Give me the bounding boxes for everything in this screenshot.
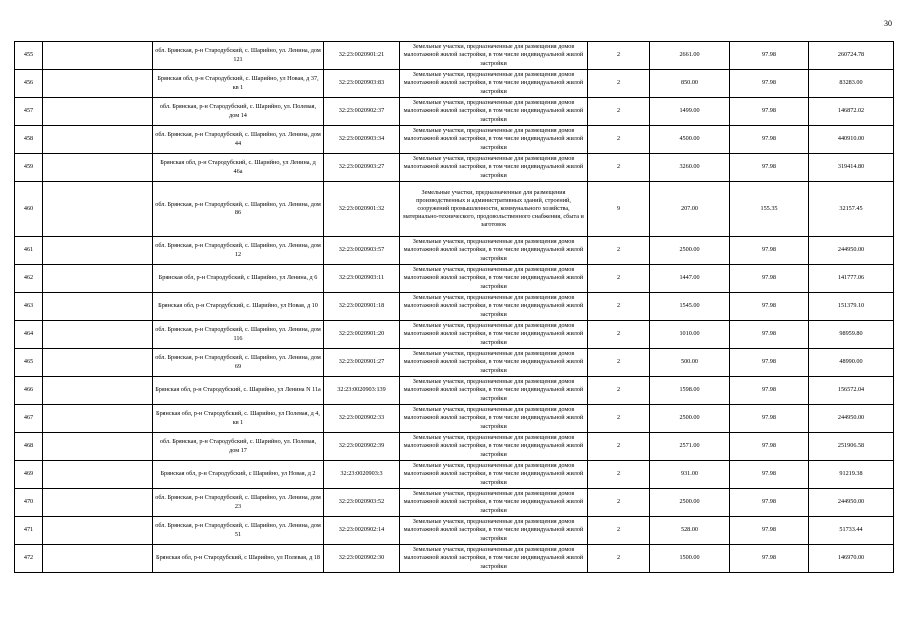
area-cell: 4500.00 (650, 126, 730, 154)
area-cell: 2661.00 (650, 42, 730, 70)
empty-cell (43, 489, 153, 517)
table-row (15, 461, 894, 489)
group-code-cell: 2 (588, 70, 650, 98)
area-cell: 500.00 (650, 349, 730, 377)
row-number-cell: 457 (15, 98, 43, 126)
row-number-cell: 472 (15, 545, 43, 573)
row-number-cell: 467 (15, 405, 43, 433)
address-cell: Брянская обл, р-н Стародубский, с. Шарийно, ул Новая, д 10 (153, 293, 324, 321)
empty-cell (43, 126, 153, 154)
table-row (15, 293, 894, 321)
table-body (15, 42, 894, 573)
address-cell: обл. Брянская, р-н Стародубский, с. Шарийно, ул. Полевая, дом 17 (153, 433, 324, 461)
table-row (15, 265, 894, 293)
cadastral-number-cell: 32:23:0020901:20 (324, 321, 400, 349)
empty-cell (43, 98, 153, 126)
area-cell: 3260.00 (650, 154, 730, 182)
table-row (15, 154, 894, 182)
cadastral-number-cell: 32:23:0020903:83 (324, 70, 400, 98)
permitted-use-cell: Земельные участки, предназначенные для размещения домов малоэтажной жилой застройки, в том числе индивидуальной жилой застройки (400, 126, 588, 154)
address-cell: Брянская обл, р-н Стародубский, с. Шарийно, ул Полевая, д 4, кв 1 (153, 405, 324, 433)
address-cell: Брянская обл, р-н Стародубский, с Шарийно, ул Ленина, д 6 (153, 265, 324, 293)
row-number-cell: 462 (15, 265, 43, 293)
address-cell: обл. Брянская, р-н Стародубский, с. Шарийно, ул. Ленина, дом 44 (153, 126, 324, 154)
row-number-cell: 461 (15, 237, 43, 265)
row-number-cell: 456 (15, 70, 43, 98)
area-cell: 2500.00 (650, 405, 730, 433)
group-code-cell: 2 (588, 377, 650, 405)
empty-cell (43, 182, 153, 237)
address-cell: обл. Брянская, р-н Стародубский, с. Шарийно, ул. Ленина, дом 86 (153, 182, 324, 237)
specific-value-cell: 97.98 (730, 349, 809, 377)
empty-cell (43, 461, 153, 489)
group-code-cell: 2 (588, 349, 650, 377)
cadastral-value-cell: 260724.78 (809, 42, 894, 70)
area-cell: 2500.00 (650, 489, 730, 517)
cadastral-number-cell: 32:23:0020903:34 (324, 126, 400, 154)
specific-value-cell: 155.35 (730, 182, 809, 237)
empty-cell (43, 42, 153, 70)
cadastral-value-cell: 156572.04 (809, 377, 894, 405)
row-number-cell: 460 (15, 182, 43, 237)
permitted-use-cell: Земельные участки, предназначенные для размещения домов малоэтажной жилой застройки, в том числе индивидуальной жилой застройки (400, 293, 588, 321)
empty-cell (43, 237, 153, 265)
empty-cell (43, 293, 153, 321)
area-cell: 850.00 (650, 70, 730, 98)
cadastral-value-cell: 251906.58 (809, 433, 894, 461)
cadastral-value-cell: 146872.02 (809, 98, 894, 126)
address-cell: Брянская обл, р-н Стародубский, с. Шарийно, ул Новая, д 37, кв 1 (153, 70, 324, 98)
area-cell: 2500.00 (650, 237, 730, 265)
empty-cell (43, 154, 153, 182)
empty-cell (43, 265, 153, 293)
permitted-use-cell: Земельные участки, предназначенные для размещения домов малоэтажной жилой застройки, в том числе индивидуальной жилой застройки (400, 154, 588, 182)
empty-cell (43, 377, 153, 405)
area-cell: 931.00 (650, 461, 730, 489)
permitted-use-cell: Земельные участки, предназначенные для размещения домов малоэтажной жилой застройки, в том числе индивидуальной жилой застройки (400, 237, 588, 265)
group-code-cell: 2 (588, 405, 650, 433)
empty-cell (43, 70, 153, 98)
address-cell: Брянская обл, р-н Стародубский, с Шарийно, ул Полевая, д 18 (153, 545, 324, 573)
cadastral-number-cell: 32:23:0020903:57 (324, 237, 400, 265)
table-row (15, 433, 894, 461)
permitted-use-cell: Земельные участки, предназначенные для размещения домов малоэтажной жилой застройки, в том числе индивидуальной жилой застройки (400, 433, 588, 461)
cadastral-value-cell: 440910.00 (809, 126, 894, 154)
cadastral-number-cell: 32:23:0020901:27 (324, 349, 400, 377)
group-code-cell: 2 (588, 489, 650, 517)
cadastral-number-cell: 32:23:0020902:33 (324, 405, 400, 433)
row-number-cell: 465 (15, 349, 43, 377)
table-row (15, 42, 894, 70)
row-number-cell: 459 (15, 154, 43, 182)
area-cell: 1500.00 (650, 545, 730, 573)
cadastral-value-cell: 48990.00 (809, 349, 894, 377)
permitted-use-cell: Земельные участки, предназначенные для размещения домов малоэтажной жилой застройки, в том числе индивидуальной жилой застройки (400, 70, 588, 98)
address-cell: Брянская обл, р-н Стародубский, с. Шарийно, ул Ленина N 11а (153, 377, 324, 405)
cadastral-value-cell: 141777.06 (809, 265, 894, 293)
cadastral-number-cell: 32:23:0020902:37 (324, 98, 400, 126)
specific-value-cell: 97.98 (730, 545, 809, 573)
row-number-cell: 463 (15, 293, 43, 321)
table-row (15, 182, 894, 237)
permitted-use-cell: Земельные участки, предназначенные для размещения домов малоэтажной жилой застройки, в том числе индивидуальной жилой застройки (400, 461, 588, 489)
table-row (15, 405, 894, 433)
cadastral-value-cell: 151379.10 (809, 293, 894, 321)
permitted-use-cell: Земельные участки, предназначенные для размещения домов малоэтажной жилой застройки, в том числе индивидуальной жилой застройки (400, 349, 588, 377)
specific-value-cell: 97.98 (730, 265, 809, 293)
group-code-cell: 2 (588, 265, 650, 293)
area-cell: 207.00 (650, 182, 730, 237)
permitted-use-cell: Земельные участки, предназначенные для размещения домов малоэтажной жилой застройки, в том числе индивидуальной жилой застройки (400, 405, 588, 433)
table-row (15, 70, 894, 98)
specific-value-cell: 97.98 (730, 405, 809, 433)
cadastral-value-cell: 83283.00 (809, 70, 894, 98)
table-row (15, 517, 894, 545)
cadastral-value-cell: 319414.80 (809, 154, 894, 182)
cadastral-value-cell: 244950.00 (809, 237, 894, 265)
permitted-use-cell: Земельные участки, предназначенные для размещения домов малоэтажной жилой застройки, в том числе индивидуальной жилой застройки (400, 489, 588, 517)
address-cell: Брянская обл, р-н Стародубский, с Шарийно, ул Новая, д 2 (153, 461, 324, 489)
area-cell: 1010.00 (650, 321, 730, 349)
area-cell: 1545.00 (650, 293, 730, 321)
group-code-cell: 2 (588, 154, 650, 182)
table-row (15, 545, 894, 573)
permitted-use-cell: Земельные участки, предназначенные для размещения производственных и административных зданий, строений, сооружений промышленности, коммунального хозяйства, материально-технического, продовольственного снабжения, сбыта и заготовок (400, 182, 588, 237)
empty-cell (43, 349, 153, 377)
group-code-cell: 2 (588, 98, 650, 126)
cadastral-number-cell: 32:23:0020903:27 (324, 154, 400, 182)
empty-cell (43, 321, 153, 349)
cadastral-number-cell: 32:23:0020903:52 (324, 489, 400, 517)
row-number-cell: 470 (15, 489, 43, 517)
area-cell: 1499.00 (650, 98, 730, 126)
empty-cell (43, 433, 153, 461)
row-number-cell: 455 (15, 42, 43, 70)
permitted-use-cell: Земельные участки, предназначенные для размещения домов малоэтажной жилой застройки, в том числе индивидуальной жилой застройки (400, 98, 588, 126)
address-cell: обл. Брянская, р-н Стародубский, с. Шарийно, ул. Ленина, дом 69 (153, 349, 324, 377)
specific-value-cell: 97.98 (730, 517, 809, 545)
area-cell: 1447.00 (650, 265, 730, 293)
address-cell: обл. Брянская, р-н Стародубский, с. Шарийно, ул. Ленина, дом 51 (153, 517, 324, 545)
table-row (15, 321, 894, 349)
permitted-use-cell: Земельные участки, предназначенные для размещения домов малоэтажной жилой застройки, в том числе индивидуальной жилой застройки (400, 517, 588, 545)
group-code-cell: 2 (588, 42, 650, 70)
permitted-use-cell: Земельные участки, предназначенные для размещения домов малоэтажной жилой застройки, в том числе индивидуальной жилой застройки (400, 321, 588, 349)
page-number: 30 (884, 19, 892, 28)
cadastral-number-cell: 32:23:0020902:14 (324, 517, 400, 545)
cadastral-value-cell: 51733.44 (809, 517, 894, 545)
specific-value-cell: 97.98 (730, 489, 809, 517)
row-number-cell: 466 (15, 377, 43, 405)
specific-value-cell: 97.98 (730, 293, 809, 321)
permitted-use-cell: Земельные участки, предназначенные для размещения домов малоэтажной жилой застройки, в том числе индивидуальной жилой застройки (400, 545, 588, 573)
group-code-cell: 9 (588, 182, 650, 237)
area-cell: 1598.00 (650, 377, 730, 405)
permitted-use-cell: Земельные участки, предназначенные для размещения домов малоэтажной жилой застройки, в том числе индивидуальной жилой застройки (400, 42, 588, 70)
area-cell: 2571.00 (650, 433, 730, 461)
cadastral-value-cell: 244950.00 (809, 489, 894, 517)
land-registry-table (14, 41, 894, 573)
cadastral-number-cell: 32:23:0020902:30 (324, 545, 400, 573)
group-code-cell: 2 (588, 321, 650, 349)
row-number-cell: 471 (15, 517, 43, 545)
specific-value-cell: 97.98 (730, 377, 809, 405)
specific-value-cell: 97.98 (730, 70, 809, 98)
cadastral-number-cell: 32:23:0020901:21 (324, 42, 400, 70)
cadastral-value-cell: 91219.38 (809, 461, 894, 489)
address-cell: Брянская обл, р-н Стародубский, с. Шарийно, ул Ленина, д 46а (153, 154, 324, 182)
cadastral-number-cell: 32:23:0020903:139 (324, 377, 400, 405)
empty-cell (43, 405, 153, 433)
cadastral-value-cell: 98959.80 (809, 321, 894, 349)
address-cell: обл. Брянская, р-н Стародубский, с. Шарийно, ул. Ленина, дом 121 (153, 42, 324, 70)
cadastral-value-cell: 244950.00 (809, 405, 894, 433)
permitted-use-cell: Земельные участки, предназначенные для размещения домов малоэтажной жилой застройки, в том числе индивидуальной жилой застройки (400, 377, 588, 405)
specific-value-cell: 97.98 (730, 98, 809, 126)
cadastral-value-cell: 146970.00 (809, 545, 894, 573)
area-cell: 528.00 (650, 517, 730, 545)
cadastral-number-cell: 32:23:0020901:32 (324, 182, 400, 237)
group-code-cell: 2 (588, 293, 650, 321)
row-number-cell: 469 (15, 461, 43, 489)
empty-cell (43, 545, 153, 573)
table-row (15, 98, 894, 126)
table-row (15, 377, 894, 405)
cadastral-number-cell: 32:23:0020903:11 (324, 265, 400, 293)
cadastral-number-cell: 32:23:0020901:18 (324, 293, 400, 321)
specific-value-cell: 97.98 (730, 321, 809, 349)
address-cell: обл. Брянская, р-н Стародубский, с. Шарийно, ул. Ленина, дом 23 (153, 489, 324, 517)
specific-value-cell: 97.98 (730, 461, 809, 489)
row-number-cell: 458 (15, 126, 43, 154)
group-code-cell: 2 (588, 461, 650, 489)
specific-value-cell: 97.98 (730, 237, 809, 265)
table-row (15, 349, 894, 377)
table-row (15, 237, 894, 265)
table-row (15, 489, 894, 517)
group-code-cell: 2 (588, 126, 650, 154)
specific-value-cell: 97.98 (730, 154, 809, 182)
empty-cell (43, 517, 153, 545)
address-cell: обл. Брянская, р-н Стародубский, с. Шарийно, ул. Полевая, дом 14 (153, 98, 324, 126)
group-code-cell: 2 (588, 237, 650, 265)
address-cell: обл. Брянская, р-н Стародубский, с. Шарийно, ул. Ленина, дом 116 (153, 321, 324, 349)
permitted-use-cell: Земельные участки, предназначенные для размещения домов малоэтажной жилой застройки, в том числе индивидуальной жилой застройки (400, 265, 588, 293)
row-number-cell: 464 (15, 321, 43, 349)
row-number-cell: 468 (15, 433, 43, 461)
specific-value-cell: 97.98 (730, 42, 809, 70)
cadastral-number-cell: 32:23:0020902:39 (324, 433, 400, 461)
specific-value-cell: 97.98 (730, 433, 809, 461)
cadastral-number-cell: 32:23:0020903:3 (324, 461, 400, 489)
group-code-cell: 2 (588, 545, 650, 573)
cadastral-value-cell: 32157.45 (809, 182, 894, 237)
group-code-cell: 2 (588, 433, 650, 461)
specific-value-cell: 97.98 (730, 126, 809, 154)
table-row (15, 126, 894, 154)
address-cell: обл. Брянская, р-н Стародубский, с. Шарийно, ул. Ленина, дом 12 (153, 237, 324, 265)
group-code-cell: 2 (588, 517, 650, 545)
